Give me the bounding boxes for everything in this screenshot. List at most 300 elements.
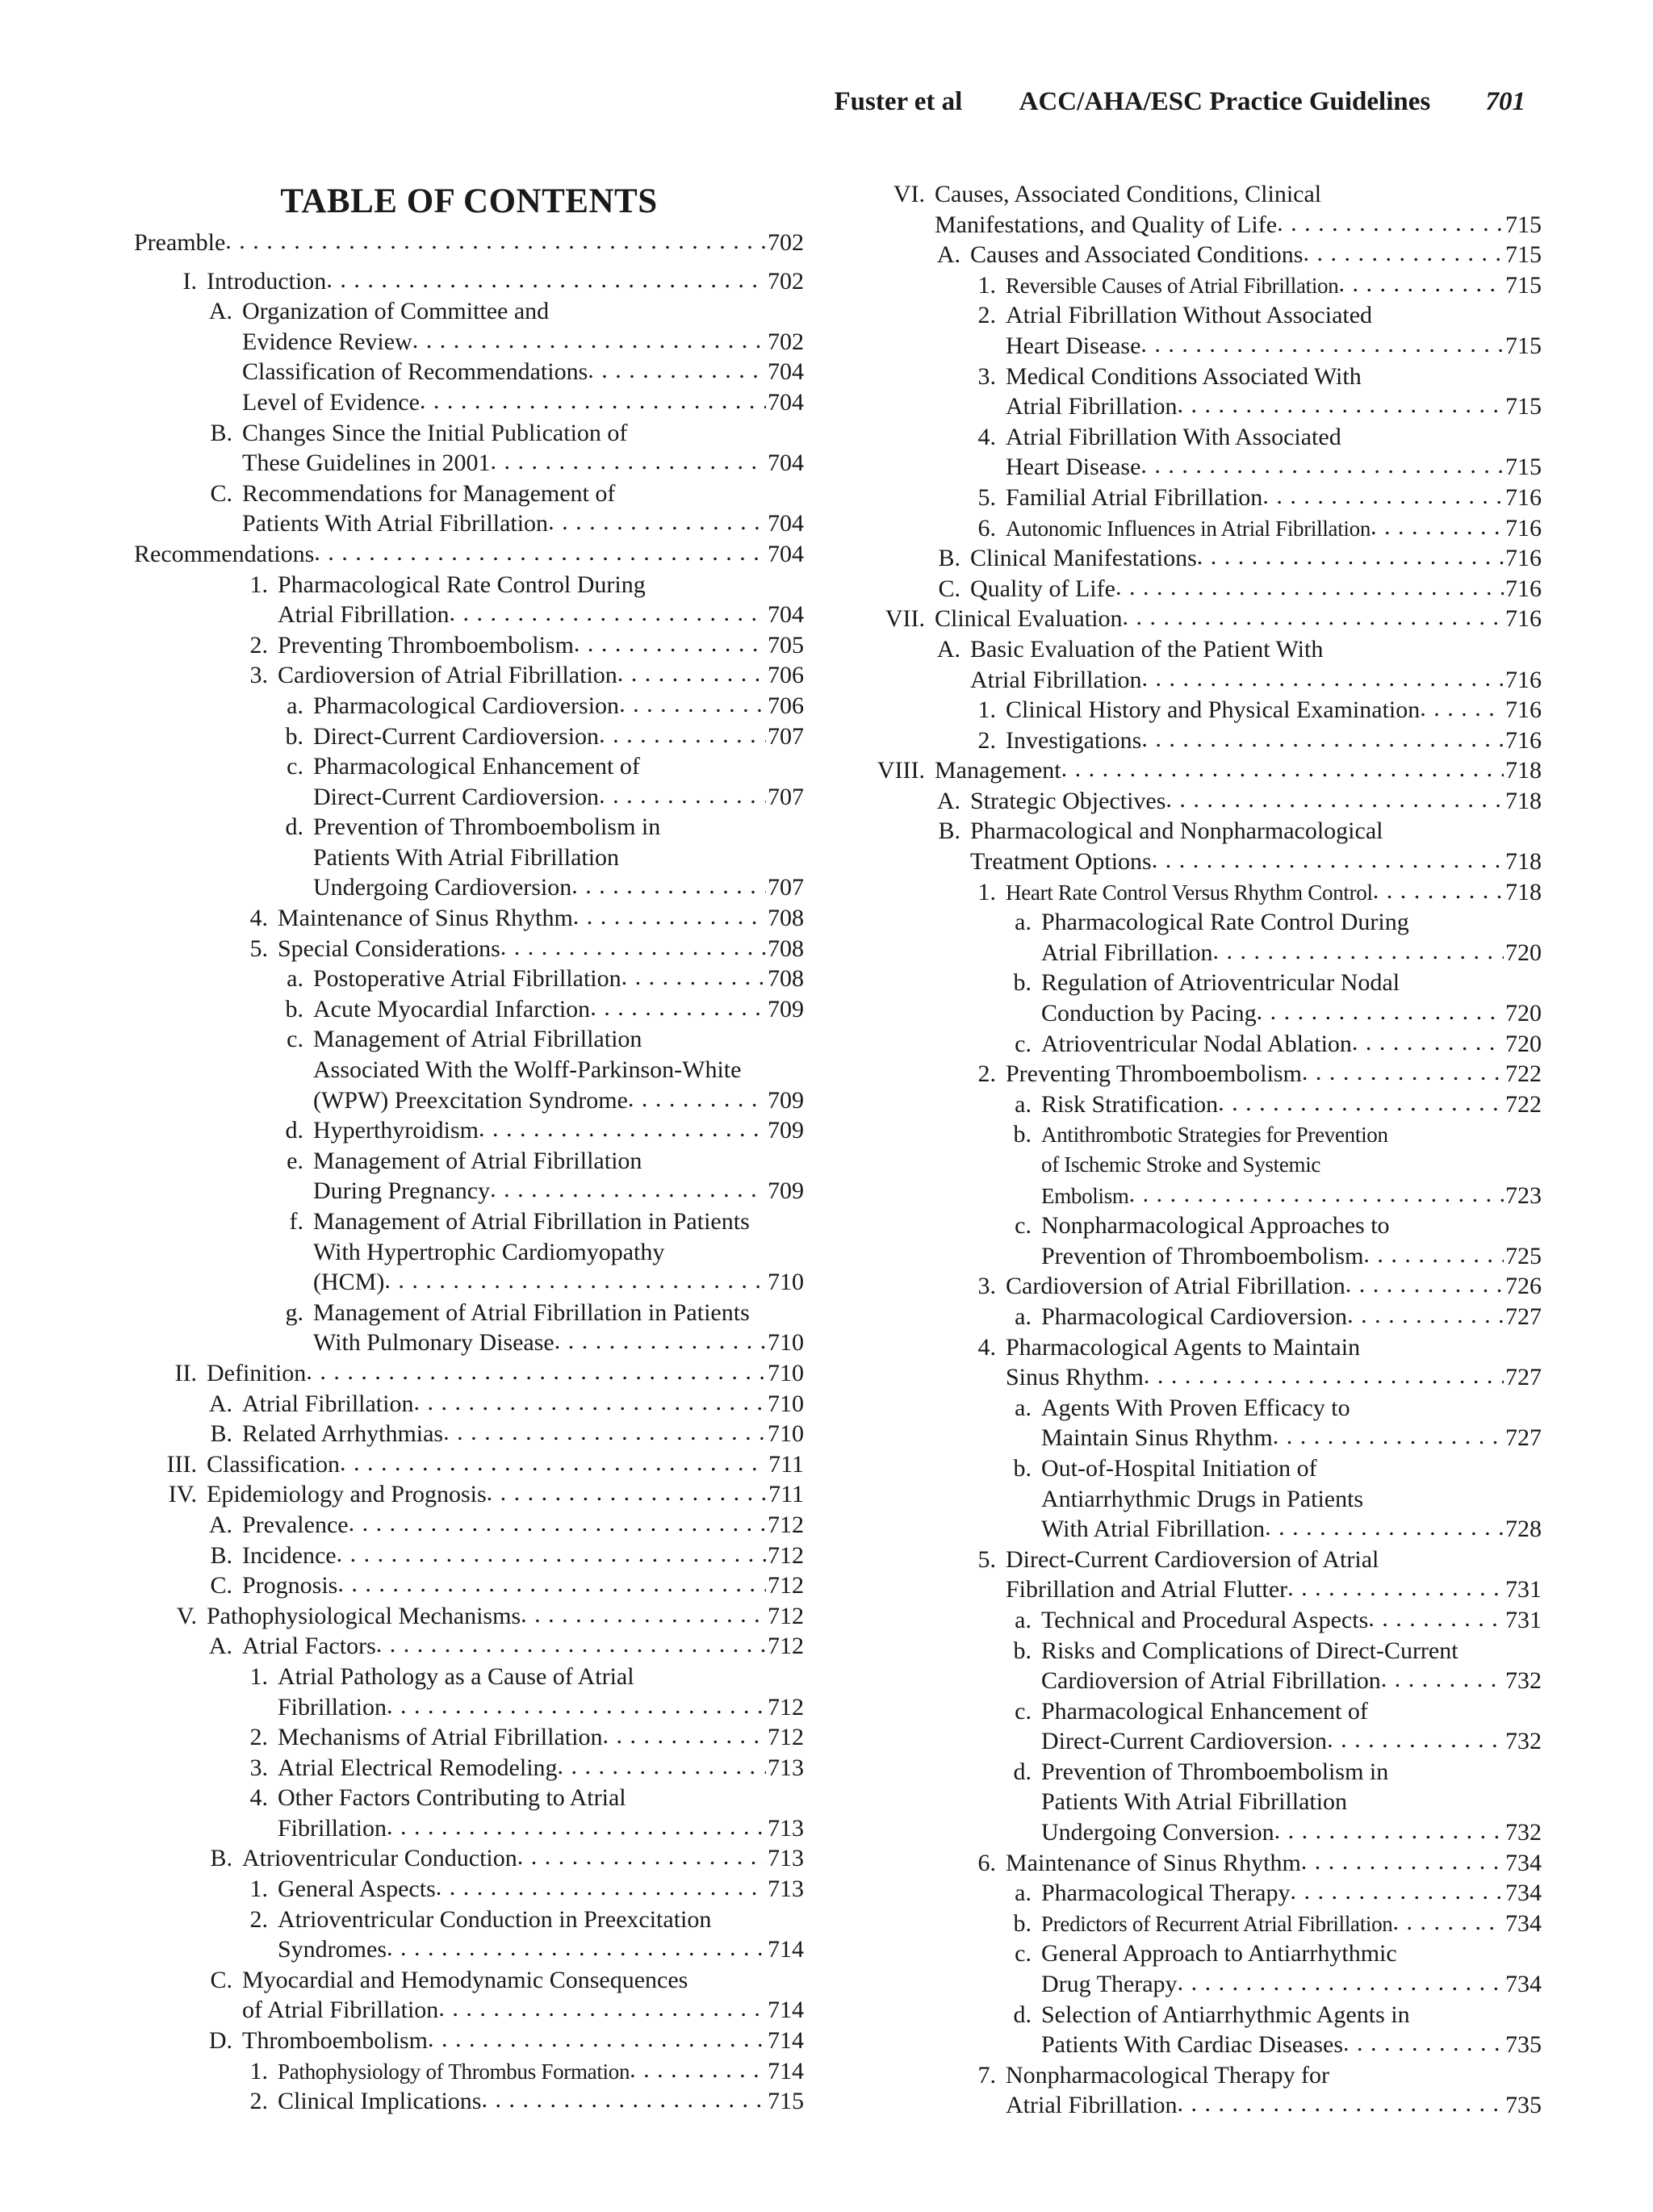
dot-leader <box>1301 1846 1504 1877</box>
dot-leader <box>1129 1179 1504 1210</box>
toc-entry-label: Patients With Atrial Fibrillation <box>242 510 549 537</box>
toc-entry-page: 713 <box>768 1754 804 1781</box>
dot-leader <box>306 1357 766 1387</box>
toc-entry-label: Nonpharmacological Approaches to <box>1041 1212 1390 1240</box>
toc-entry-label: Atrial Fibrillation With Associated <box>1006 423 1341 450</box>
toc-entry <box>872 877 1542 908</box>
dot-leader <box>588 355 766 386</box>
toc-entry <box>872 634 1542 665</box>
toc-entry-label: Atrioventricular Conduction in Preexcitation <box>278 1905 712 1933</box>
dot-leader <box>1141 724 1504 755</box>
toc-entry-label: Pharmacological Rate Control During <box>1041 909 1409 936</box>
toc-entry-label: Direct-Current Cardioversion <box>313 783 600 810</box>
toc-entry-number: 1. <box>977 696 996 724</box>
toc-entry-number: g. <box>285 1298 303 1326</box>
toc-entry-page: 710 <box>768 1269 804 1296</box>
dot-leader <box>554 1326 766 1357</box>
toc-entry-label: Cardioversion of Atrial Fibrillation <box>1041 1667 1381 1695</box>
toc-entry-page: 734 <box>1505 1909 1542 1937</box>
toc-entry-label: (HCM) <box>313 1269 385 1296</box>
toc-entry-label: Heart Disease <box>1006 454 1141 481</box>
toc-entry-page: 720 <box>1505 939 1542 966</box>
toc-entry-label: Atrial Electrical Remodeling <box>278 1754 558 1781</box>
dot-leader <box>500 932 766 963</box>
dot-leader <box>558 1751 766 1782</box>
toc-entry <box>134 630 804 661</box>
toc-entry <box>872 1726 1542 1757</box>
toc-entry-label: Risks and Complications of Direct-Current <box>1041 1637 1458 1664</box>
toc-entry-page: 704 <box>768 540 804 567</box>
toc-entry-label: Drug Therapy <box>1041 1971 1178 1998</box>
toc-entry-page: 714 <box>768 1936 804 1963</box>
toc-entry <box>872 240 1542 270</box>
toc-entry <box>134 782 804 813</box>
toc-entry <box>134 843 804 873</box>
toc-entry <box>872 331 1542 362</box>
toc-entry-number: b. <box>1013 969 1032 997</box>
toc-entry-number: C. <box>210 479 232 507</box>
toc-entry-page: 713 <box>768 1845 804 1872</box>
toc-entry-number: 7. <box>977 2061 996 2089</box>
toc-entry-page: 734 <box>1505 1880 1542 1907</box>
toc-title: TABLE OF CONTENTS <box>280 182 658 220</box>
dot-leader <box>413 1387 766 1418</box>
toc-entry-number: c. <box>1015 1030 1032 1057</box>
toc-entry-page: 732 <box>1505 1667 1542 1695</box>
toc-entry-page: 718 <box>1505 757 1542 784</box>
toc-entry-label: Antiarrhythmic Drugs in Patients <box>1041 1485 1364 1512</box>
toc-entry <box>872 483 1542 513</box>
toc-entry-label: Patients With Cardiac Diseases <box>1041 2031 1343 2059</box>
dot-leader <box>599 720 766 751</box>
dot-leader <box>337 1539 766 1570</box>
toc-entry <box>134 994 804 1025</box>
toc-entry <box>872 1271 1542 1302</box>
toc-entry-number: a. <box>1015 909 1032 936</box>
toc-entry-number: IV. <box>168 1481 197 1508</box>
toc-entry-label: Acute Myocardial Infarction <box>313 995 591 1022</box>
toc-entry-number: e. <box>287 1147 303 1174</box>
toc-entry-number: 1. <box>249 1875 268 1903</box>
toc-entry-label: Clinical Implications <box>278 2088 482 2115</box>
toc-entry-label: Incidence <box>242 1541 337 1569</box>
dot-leader <box>387 1812 766 1842</box>
toc-entry-page: 714 <box>768 2057 804 2084</box>
toc-entry-number: 6. <box>977 514 996 542</box>
toc-entry-label: Maintenance of Sinus Rhythm <box>1006 1849 1301 1876</box>
toc-entry <box>134 691 804 721</box>
toc-entry <box>134 600 804 630</box>
toc-entry <box>134 327 804 358</box>
toc-entry-label: Technical and Procedural Aspects <box>1041 1606 1369 1633</box>
toc-entry-label: Autonomic Influences in Atrial Fibrillation <box>1006 516 1371 541</box>
dot-leader <box>1061 754 1504 784</box>
toc-entry-label: Atrial Fibrillation <box>1006 393 1178 420</box>
toc-entry-page: 710 <box>768 1329 804 1357</box>
toc-entry <box>134 1328 804 1358</box>
toc-entry-label: Management of Atrial Fibrillation <box>313 1147 642 1174</box>
toc-entry <box>134 296 804 327</box>
header-author: Fuster et al <box>834 87 963 116</box>
toc-entry-page: 731 <box>1505 1576 1542 1604</box>
toc-entry <box>872 1423 1542 1453</box>
toc-entry-number: b. <box>1013 1909 1032 1937</box>
toc-entry-label: Other Factors Contributing to Atrial <box>278 1784 626 1812</box>
toc-entry-label: Management of Atrial Fibrillation in Patients <box>313 1208 750 1235</box>
toc-entry-label: Conduction by Pacing <box>1041 1000 1257 1027</box>
dot-leader <box>340 1448 767 1478</box>
dot-leader <box>326 265 766 295</box>
toc-entry-number: A. <box>208 1511 232 1538</box>
toc-left-column <box>134 179 804 2117</box>
toc-entry <box>872 695 1542 725</box>
toc-entry-number: d. <box>285 1117 303 1144</box>
toc-entry-label: Sinus Rhythm <box>1006 1364 1144 1391</box>
toc-entry-label: Mechanisms of Atrial Fibrillation <box>278 1724 603 1751</box>
toc-entry <box>134 418 804 449</box>
toc-entry-page: 735 <box>1505 2092 1542 2119</box>
toc-entry-page: 712 <box>768 1541 804 1569</box>
dot-leader <box>1393 1907 1504 1938</box>
toc-entry-page: 727 <box>1505 1424 1542 1452</box>
dot-leader <box>443 1417 766 1448</box>
toc-entry-number: 5. <box>249 935 268 962</box>
toc-entry-number: 1. <box>249 2057 268 2084</box>
toc-entry-label: Level of Evidence <box>242 388 420 416</box>
toc-entry <box>134 1541 804 1571</box>
toc-entry-number: a. <box>287 965 303 993</box>
toc-entry <box>134 1631 804 1662</box>
toc-entry-label: These Guidelines in 2001 <box>242 450 491 477</box>
dot-leader <box>1345 1269 1504 1300</box>
dot-leader <box>571 871 766 901</box>
toc-entry-page: 709 <box>768 1117 804 1144</box>
toc-entry <box>134 1206 804 1237</box>
toc-entry <box>872 665 1542 696</box>
toc-entry <box>872 1666 1542 1696</box>
toc-entry-number: VI. <box>893 181 925 207</box>
toc-entry-label: Related Arrhythmias <box>242 1420 444 1448</box>
toc-entry <box>134 1934 804 1965</box>
toc-entry-label: Pathophysiology of Thrombus Formation <box>278 2059 630 2084</box>
toc-entry-label: Treatment Options <box>970 848 1152 876</box>
toc-right-column <box>872 179 1542 2121</box>
dot-leader <box>628 1084 766 1114</box>
toc-entry <box>134 1965 804 1996</box>
toc-entry-number: C. <box>210 1966 232 1993</box>
toc-entry-number: I. <box>182 267 197 295</box>
toc-entry <box>872 786 1542 817</box>
toc-entry-label: With Pulmonary Disease <box>313 1329 554 1357</box>
toc-entry <box>872 1029 1542 1060</box>
toc-entry-number: V. <box>176 1602 197 1629</box>
toc-entry-label: Evidence Review <box>242 328 412 355</box>
dot-leader <box>619 689 766 720</box>
toc-entry <box>872 1636 1542 1666</box>
dot-leader <box>1274 1816 1504 1846</box>
dot-leader <box>599 780 766 811</box>
toc-entry-label: Strategic Objectives <box>970 787 1166 814</box>
toc-entry <box>872 422 1542 453</box>
toc-entry-number: A. <box>936 635 960 663</box>
toc-entry <box>872 1848 1542 1879</box>
dot-leader <box>1177 390 1504 420</box>
toc-entry <box>872 1574 1542 1605</box>
toc-entry-page: 716 <box>1505 696 1542 724</box>
toc-entry-label: Preventing Thromboembolism <box>1006 1060 1302 1088</box>
toc-entry-number: c. <box>287 753 303 780</box>
dot-leader <box>1347 1300 1504 1331</box>
dot-leader <box>479 1114 766 1144</box>
toc-entry-number: 3. <box>977 362 996 390</box>
toc-entry <box>872 1241 1542 1272</box>
toc-entry-page: 706 <box>768 662 804 689</box>
toc-entry <box>134 479 804 509</box>
toc-entry <box>134 964 804 994</box>
toc-entry-label: Antithrombotic Strategies for Prevention <box>1041 1123 1388 1148</box>
toc-entry <box>134 1085 804 1116</box>
toc-entry-label: Atrial Fibrillation <box>1041 939 1213 966</box>
toc-entry-page: 707 <box>768 783 804 810</box>
toc-entry <box>134 1753 804 1783</box>
dot-leader <box>1140 329 1504 360</box>
toc-entry-label: Cardioversion of Atrial Fibrillation <box>1006 1273 1345 1300</box>
toc-entry <box>872 574 1542 604</box>
toc-entry-number: 2. <box>977 1060 996 1088</box>
toc-entry-page: 732 <box>1505 1819 1542 1846</box>
toc-entry <box>872 391 1542 422</box>
toc-entry <box>134 934 804 964</box>
toc-entry-number: d. <box>1013 1758 1032 1785</box>
toc-entry-label: Heart Rate Control Versus Rhythm Control <box>1006 880 1373 905</box>
toc-entry-label: With Atrial Fibrillation <box>1041 1516 1266 1543</box>
toc-entry <box>134 1783 804 1813</box>
toc-entry-label: Selection of Antiarrhythmic Agents in <box>1041 2001 1410 2028</box>
toc-entry-label: Familial Atrial Fibrillation <box>1006 483 1263 511</box>
toc-entry-number: 4. <box>977 423 996 450</box>
toc-entry-page: 734 <box>1505 1849 1542 1876</box>
toc-entry-label: With Hypertrophic Cardiomyopathy <box>313 1238 665 1265</box>
toc-entry-page: 704 <box>768 510 804 537</box>
dot-leader <box>1287 1573 1504 1604</box>
toc-entry-label: Patients With Atrial Fibrillation <box>313 843 620 871</box>
toc-entry-label: Atrial Pathology as a Cause of Atrial <box>278 1662 634 1690</box>
dot-leader <box>428 2024 766 2055</box>
dot-leader <box>1218 1088 1504 1119</box>
toc-entry-label: Heart Disease <box>1006 332 1141 359</box>
toc-entry-label: Embolism <box>1041 1183 1129 1208</box>
toc-entry <box>134 1115 804 1146</box>
toc-entry-page: 707 <box>768 874 804 901</box>
toc-entry-number: d. <box>1013 2001 1032 2028</box>
toc-entry-page: 714 <box>768 2027 804 2055</box>
dot-leader <box>436 1872 766 1903</box>
toc-entry-number: a. <box>1015 1880 1032 1907</box>
dot-leader <box>548 507 766 537</box>
toc-entry-number: f. <box>289 1208 303 1235</box>
toc-entry <box>134 228 804 258</box>
toc-entry-page: 715 <box>768 2088 804 2115</box>
toc-entry <box>134 1298 804 1328</box>
toc-entry-page: 723 <box>1505 1181 1542 1209</box>
toc-entry-label: Direct-Current Cardioversion <box>1041 1728 1328 1755</box>
dot-leader <box>1265 1512 1504 1543</box>
toc-entry-page: 715 <box>1505 271 1542 299</box>
toc-entry <box>872 543 1542 574</box>
toc-entry-label: Patients With Atrial Fibrillation <box>1041 1788 1348 1816</box>
toc-entry-label: Recommendations for Management of <box>242 479 616 507</box>
toc-entry <box>134 1267 804 1298</box>
toc-entry-label: Clinical History and Physical Examination <box>1006 696 1421 724</box>
toc-entry-label: Manifestations, and Quality of Life <box>935 211 1278 238</box>
dot-leader <box>602 1721 766 1751</box>
toc-entry-number: II. <box>174 1359 197 1386</box>
toc-entry-page: 712 <box>768 1572 804 1599</box>
toc-entry-page: 705 <box>768 631 804 659</box>
toc-entry <box>134 266 804 297</box>
toc-entry <box>872 1817 1542 1848</box>
toc-entry-page: 715 <box>1505 241 1542 269</box>
toc-entry <box>872 1696 1542 1727</box>
toc-entry-label: Preventing Thromboembolism <box>278 631 574 659</box>
toc-entry-number: 4. <box>249 905 268 932</box>
dot-leader <box>349 1508 766 1539</box>
toc-entry <box>134 660 804 691</box>
toc-entry-page: 707 <box>768 722 804 750</box>
toc-entry-label: Myocardial and Hemodynamic Consequences <box>242 1966 688 1993</box>
dot-leader <box>1352 1027 1504 1058</box>
toc-entry <box>134 387 804 418</box>
dot-leader <box>1212 936 1504 967</box>
toc-entry <box>872 1119 1542 1150</box>
toc-entry-label: Associated With the Wolff-Parkinson-White <box>313 1056 742 1084</box>
toc-entry <box>134 2086 804 2117</box>
toc-entry-page: 718 <box>1505 787 1542 814</box>
toc-entry-page: 734 <box>1505 1971 1542 1998</box>
toc-entry-number: B. <box>938 545 960 572</box>
toc-entry-label: Thromboembolism <box>242 2027 428 2055</box>
toc-entry-number: 5. <box>977 483 996 511</box>
running-header <box>0 87 1525 117</box>
toc-entry-number: a. <box>287 692 303 719</box>
toc-entry-number: b. <box>1013 1454 1032 1482</box>
toc-entry-label: Management of Atrial Fibrillation in Patients <box>313 1298 750 1326</box>
toc-entry-label: Undergoing Conversion <box>1041 1819 1274 1846</box>
toc-entry-number: 1. <box>977 878 996 905</box>
toc-entry-label: Prognosis <box>242 1572 338 1599</box>
toc-entry-label: Atrioventricular Nodal Ablation <box>1041 1030 1352 1057</box>
dot-leader <box>1371 512 1504 542</box>
toc-entry-number: A. <box>936 787 960 814</box>
toc-entry-label: General Aspects <box>278 1875 436 1903</box>
toc-entry <box>872 1938 1542 1969</box>
toc-entry-page: 716 <box>1505 605 1542 633</box>
toc-entry-number: 2. <box>249 1905 268 1933</box>
toc-entry-number: b. <box>1013 1121 1032 1148</box>
dot-leader <box>1197 542 1504 572</box>
toc-entry <box>872 1362 1542 1393</box>
dot-leader <box>337 1569 766 1599</box>
toc-entry-label: General Approach to Antiarrhythmic <box>1041 1940 1397 1967</box>
dot-leader <box>1115 572 1504 603</box>
toc-entry-page: 731 <box>1505 1606 1542 1633</box>
toc-entry <box>872 1059 1542 1089</box>
dot-leader <box>1141 663 1504 694</box>
toc-entry <box>872 968 1542 998</box>
toc-entry-number: 1. <box>249 571 268 598</box>
toc-entry <box>134 1419 804 1449</box>
toc-entry-number: 2. <box>977 302 996 329</box>
toc-entry <box>872 1757 1542 1788</box>
toc-entry-label: Pharmacological Enhancement of <box>1041 1697 1368 1725</box>
toc-entry-page: 727 <box>1505 1303 1542 1330</box>
toc-entry-page: 715 <box>1505 393 1542 420</box>
toc-entry-label: Atrial Fibrillation Without Associated <box>1006 302 1373 329</box>
toc-entry-label: Fibrillation <box>278 1693 387 1721</box>
dot-leader <box>1302 1057 1504 1088</box>
toc-entry-number: A. <box>208 1633 232 1660</box>
toc-entry-label: Postoperative Atrial Fibrillation <box>313 965 621 993</box>
toc-entry-number: c. <box>1015 1697 1032 1725</box>
toc-entry-page: 711 <box>768 1450 804 1478</box>
toc-entry <box>134 448 804 479</box>
toc-entry-label: Undergoing Cardioversion <box>313 874 572 901</box>
toc-entry-page: 722 <box>1505 1090 1542 1118</box>
toc-entry-number: 2. <box>249 2088 268 2115</box>
toc-entry-label: of Ischemic Stroke and Systemic <box>1041 1152 1321 1177</box>
dot-leader <box>573 901 766 932</box>
toc-entry-number: a. <box>1015 1303 1032 1330</box>
dot-leader <box>1144 1361 1504 1391</box>
toc-entry-label: Introduction <box>207 267 327 295</box>
toc-entry <box>134 539 804 570</box>
toc-entry-label: Organization of Committee and <box>242 298 550 325</box>
toc-entry-label: Prevention of Thromboembolism in <box>313 813 661 841</box>
toc-entry-number: c. <box>1015 1212 1032 1240</box>
toc-entry-number: 1. <box>249 1662 268 1690</box>
dot-leader <box>630 2055 766 2085</box>
toc-entry-number: A. <box>936 241 960 269</box>
toc-entry-label: Prevalence <box>242 1511 349 1538</box>
toc-entry-label: Definition <box>207 1359 307 1386</box>
toc-entry-page: 720 <box>1505 1030 1542 1057</box>
toc-entry-number: c. <box>1015 1940 1032 1967</box>
toc-entry-page: 713 <box>768 1814 804 1842</box>
toc-entry-page: 709 <box>768 1086 804 1114</box>
toc-entry-label: Basic Evaluation of the Patient With <box>970 635 1324 663</box>
dot-leader <box>1343 2028 1504 2059</box>
toc-entry-page: 711 <box>768 1481 804 1508</box>
toc-entry-page: 716 <box>1505 483 1542 511</box>
toc-entry-page: 706 <box>768 692 804 719</box>
toc-entry-page: 715 <box>1505 454 1542 481</box>
toc-entry-page: 702 <box>768 328 804 355</box>
toc-entry <box>872 270 1542 301</box>
toc-entry-page: 716 <box>1505 575 1542 602</box>
toc-entry-number: 1. <box>977 271 996 299</box>
dot-leader <box>420 386 766 416</box>
dot-leader <box>590 993 766 1023</box>
toc-entry-label: Fibrillation and Atrial Flutter <box>1006 1576 1288 1604</box>
toc-entry-label: Pharmacological Agents to Maintain <box>1006 1333 1361 1361</box>
toc-entry-number: A. <box>208 1390 232 1417</box>
toc-entry-page: 710 <box>768 1420 804 1448</box>
toc-entry-label: Clinical Evaluation <box>935 605 1123 633</box>
dot-leader <box>1262 481 1504 512</box>
toc-entry-label: Pharmacological and Nonpharmacological <box>970 817 1383 845</box>
toc-entry-page: 726 <box>1505 1273 1542 1300</box>
toc-entry-label: Direct-Current Cardioversion <box>313 722 600 750</box>
